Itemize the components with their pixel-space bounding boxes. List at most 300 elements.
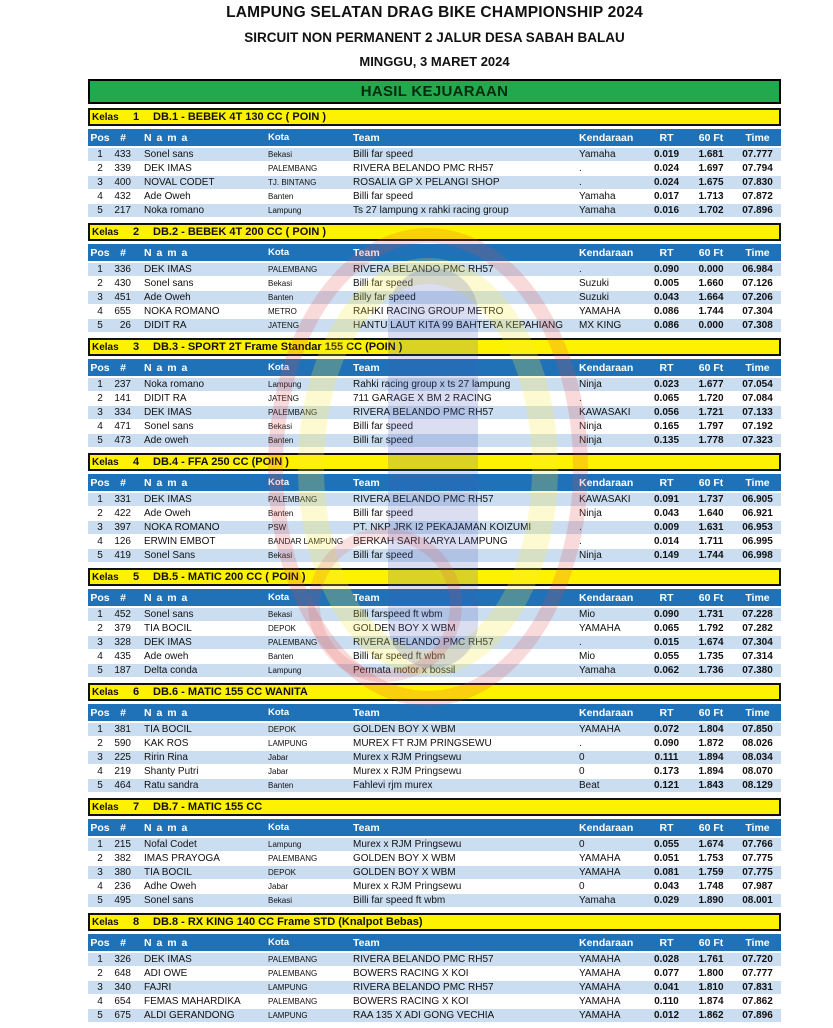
pos-cell: 2 — [97, 278, 103, 289]
team-cell: Murex x RJM Pringsewu — [353, 839, 462, 850]
column-header-sixty-ft: 60 Ft — [698, 361, 724, 374]
class-header-bar — [88, 453, 781, 471]
pos-cell: 3 — [97, 637, 103, 648]
number-cell: 236 — [114, 881, 131, 892]
rt-cell: 0.017 — [653, 191, 680, 202]
sixty-ft-cell: 1.843 — [698, 780, 724, 791]
time-cell: 07.304 — [742, 637, 773, 648]
sixty-ft-cell: 1.674 — [698, 839, 724, 850]
number-cell: 430 — [114, 278, 131, 289]
number-cell: 334 — [114, 407, 131, 418]
number-cell: 495 — [114, 895, 131, 906]
team-cell: Billi far speed — [353, 550, 414, 561]
vehicle-cell: YAMAHA — [579, 954, 621, 965]
column-header-number: # — [120, 476, 126, 489]
city-cell: METRO — [268, 307, 297, 316]
class-title: DB.5 - MATIC 200 CC ( POIN ) — [153, 571, 306, 583]
team-cell: MUREX FT RJM PRINGSEWU — [353, 738, 492, 749]
name-cell: Sonel sans — [144, 278, 194, 289]
time-cell: 06.905 — [742, 494, 773, 505]
time-cell: 06.984 — [742, 264, 773, 275]
name-cell: TIA BOCIL — [144, 867, 192, 878]
rt-cell: 0.043 — [653, 292, 680, 303]
time-cell: 07.228 — [742, 609, 773, 620]
time-cell: 07.304 — [742, 306, 773, 317]
pos-cell: 3 — [97, 522, 103, 533]
column-header-city: Kota — [268, 362, 290, 373]
column-header-rt: RT — [659, 706, 674, 719]
table-row — [88, 305, 781, 319]
rt-cell: 0.041 — [653, 982, 680, 993]
team-cell: PT. NKP JRK I2 PEKAJAMAN KOIZUMI — [353, 522, 532, 533]
city-cell: PALEMBANG — [268, 265, 318, 274]
city-cell: Lampung — [268, 380, 302, 389]
column-header-name: N a m a — [144, 246, 189, 259]
city-cell: Bekasi — [268, 551, 293, 560]
table-body — [88, 148, 781, 218]
class-title: DB.6 - MATIC 155 CC WANITA — [153, 686, 308, 698]
sixty-ft-cell: 1.894 — [698, 752, 724, 763]
city-cell: DEPOK — [268, 725, 297, 734]
column-header-sixty-ft: 60 Ft — [698, 936, 724, 949]
table-body — [88, 953, 781, 1023]
kelas-number: 3 — [132, 341, 140, 353]
city-cell: PSW — [268, 523, 287, 532]
sixty-ft-cell: 0.000 — [698, 320, 724, 331]
rt-cell: 0.028 — [653, 954, 680, 965]
team-cell: GOLDEN BOY X WBM — [353, 724, 456, 735]
table-row — [88, 779, 781, 793]
kelas-label: Kelas — [92, 456, 119, 468]
name-cell: IMAS PRAYOGA — [144, 853, 220, 864]
time-cell: 07.794 — [742, 163, 773, 174]
pos-cell: 4 — [97, 421, 103, 432]
name-cell: DIDIT RA — [144, 320, 187, 331]
class-header-bar — [88, 798, 781, 816]
vehicle-cell: Ninja — [579, 379, 602, 390]
city-cell: Jabar — [268, 767, 289, 776]
vehicle-cell: YAMAHA — [579, 724, 621, 735]
pos-cell: 2 — [97, 853, 103, 864]
name-cell: Ririn Rina — [144, 752, 188, 763]
column-header-team: Team — [353, 476, 380, 489]
name-cell: DIDIT RA — [144, 393, 187, 404]
team-cell: Murex x RJM Pringsewu — [353, 766, 462, 777]
column-header-time: Time — [745, 476, 770, 489]
class-section — [88, 338, 781, 448]
page-title: LAMPUNG SELATAN DRAG BIKE CHAMPIONSHIP 2024 — [226, 4, 643, 21]
name-cell: Ratu sandra — [144, 780, 199, 791]
class-section — [88, 108, 781, 218]
pos-cell: 5 — [97, 1010, 103, 1021]
pos-cell: 4 — [97, 536, 103, 547]
team-cell: 711 GARAGE X BM 2 RACING — [353, 393, 492, 404]
team-cell: RIVERA BELANDO PMC RH57 — [353, 982, 494, 993]
city-cell: PALEMBANG — [268, 164, 318, 173]
table-row — [88, 406, 781, 420]
time-cell: 07.126 — [742, 278, 773, 289]
sixty-ft-cell: 1.702 — [698, 205, 724, 216]
city-cell: PALEMBANG — [268, 997, 318, 1006]
city-cell: DEPOK — [268, 624, 297, 633]
column-header-name: N a m a — [144, 476, 189, 489]
table-header-row — [88, 934, 781, 951]
vehicle-cell: . — [579, 637, 582, 648]
sixty-ft-cell: 1.810 — [698, 982, 724, 993]
sixty-ft-cell: 1.660 — [698, 278, 724, 289]
pos-cell: 4 — [97, 881, 103, 892]
kelas-number: 7 — [132, 801, 140, 813]
rt-cell: 0.110 — [654, 996, 679, 1007]
column-header-pos: Pos — [90, 476, 110, 489]
vehicle-cell: . — [579, 393, 582, 404]
table-row — [88, 521, 781, 535]
team-cell: GOLDEN BOY X WBM — [353, 623, 456, 634]
sixty-ft-cell: 1.759 — [698, 867, 724, 878]
class-sections-container — [88, 108, 781, 1028]
sixty-ft-cell: 1.735 — [698, 651, 724, 662]
column-header-rt: RT — [659, 361, 674, 374]
name-cell: DEK IMAS — [144, 264, 192, 275]
team-cell: Billi far speed — [353, 421, 414, 432]
rt-cell: 0.121 — [653, 780, 680, 791]
number-cell: 452 — [114, 609, 131, 620]
column-header-number: # — [120, 821, 126, 834]
team-cell: RIVERA BELANDO PMC RH57 — [353, 264, 494, 275]
column-header-team: Team — [353, 131, 380, 144]
sixty-ft-cell: 1.894 — [698, 766, 724, 777]
vehicle-cell: Beat — [579, 780, 600, 791]
team-cell: BOWERS RACING X KOI — [353, 968, 469, 979]
time-cell: 07.862 — [742, 996, 773, 1007]
column-header-pos: Pos — [90, 246, 110, 259]
vehicle-cell: Yamaha — [579, 665, 616, 676]
vehicle-cell: Suzuki — [579, 292, 610, 303]
table-row — [88, 291, 781, 305]
name-cell: FAJRI — [144, 982, 172, 993]
city-cell: Banten — [268, 436, 294, 445]
column-header-vehicle: Kendaraan — [579, 706, 634, 719]
sixty-ft-cell: 1.681 — [698, 149, 724, 160]
pos-cell: 4 — [97, 306, 103, 317]
pos-cell: 2 — [97, 393, 103, 404]
number-cell: 590 — [114, 738, 131, 749]
sixty-ft-cell: 1.778 — [698, 435, 724, 446]
vehicle-cell: YAMAHA — [579, 867, 621, 878]
name-cell: Nofal Codet — [144, 839, 197, 850]
vehicle-cell: YAMAHA — [579, 306, 621, 317]
team-cell: ROSALIA GP X PELANGI SHOP — [353, 177, 500, 188]
name-cell: Delta conda — [144, 665, 198, 676]
column-header-sixty-ft: 60 Ft — [698, 706, 724, 719]
team-cell: Billi far speed — [353, 149, 414, 160]
pos-cell: 5 — [97, 895, 103, 906]
column-header-city: Kota — [268, 477, 290, 488]
column-header-time: Time — [745, 936, 770, 949]
vehicle-cell: MX KING — [579, 320, 622, 331]
team-cell: HANTU LAUT KITA 99 BAHTERA KEPAHIANG — [353, 320, 564, 331]
pos-cell: 1 — [97, 724, 103, 735]
name-cell: Sonel Sans — [144, 550, 196, 561]
table-row — [88, 204, 781, 218]
column-header-time: Time — [745, 246, 770, 259]
kelas-number: 6 — [132, 686, 140, 698]
table-row — [88, 650, 781, 664]
pos-cell: 2 — [97, 623, 103, 634]
column-header-vehicle: Kendaraan — [579, 476, 634, 489]
column-header-rt: RT — [659, 246, 674, 259]
time-cell: 06.995 — [742, 536, 773, 547]
table-header-row — [88, 359, 781, 376]
rt-cell: 0.043 — [653, 881, 680, 892]
class-header-bar — [88, 338, 781, 356]
vehicle-cell: YAMAHA — [579, 623, 621, 634]
number-cell: 397 — [114, 522, 131, 533]
table-row — [88, 277, 781, 291]
sixty-ft-cell: 1.874 — [698, 996, 724, 1007]
class-header-bar — [88, 913, 781, 931]
rt-cell: 0.009 — [653, 522, 680, 533]
city-cell: Jabar — [268, 882, 289, 891]
table-row — [88, 622, 781, 636]
rt-cell: 0.023 — [653, 379, 680, 390]
class-title: DB.3 - SPORT 2T Frame Standar 155 CC (POIN ) — [153, 341, 403, 353]
city-cell: DEPOK — [268, 868, 297, 877]
number-cell: 382 — [114, 853, 131, 864]
rt-cell: 0.149 — [653, 550, 680, 561]
pos-cell: 5 — [97, 780, 103, 791]
column-header-vehicle: Kendaraan — [579, 936, 634, 949]
class-section — [88, 568, 781, 678]
rt-cell: 0.111 — [654, 752, 679, 763]
rt-cell: 0.065 — [653, 623, 680, 634]
city-cell: Banten — [268, 293, 294, 302]
kelas-label: Kelas — [92, 801, 119, 813]
vehicle-cell: KAWASAKI — [579, 494, 631, 505]
rt-cell: 0.090 — [653, 264, 680, 275]
pos-cell: 1 — [97, 954, 103, 965]
column-header-time: Time — [745, 706, 770, 719]
city-cell: Banten — [268, 652, 294, 661]
city-cell: Lampung — [268, 666, 302, 675]
vehicle-cell: . — [579, 536, 582, 547]
city-cell: PALEMBANG — [268, 955, 318, 964]
city-cell: PALEMBANG — [268, 854, 318, 863]
city-cell: PALEMBANG — [268, 495, 318, 504]
number-cell: 237 — [114, 379, 131, 390]
rt-cell: 0.005 — [653, 278, 680, 289]
table-row — [88, 953, 781, 967]
time-cell: 06.953 — [742, 522, 773, 533]
vehicle-cell: Yamaha — [579, 895, 616, 906]
sixty-ft-cell: 1.748 — [698, 881, 724, 892]
number-cell: 435 — [114, 651, 131, 662]
rt-cell: 0.062 — [653, 665, 680, 676]
name-cell: DEK IMAS — [144, 637, 192, 648]
table-row — [88, 148, 781, 162]
column-header-vehicle: Kendaraan — [579, 591, 634, 604]
sixty-ft-cell: 1.721 — [698, 407, 724, 418]
table-body — [88, 723, 781, 793]
table-row — [88, 838, 781, 852]
vehicle-cell: YAMAHA — [579, 968, 621, 979]
table-row — [88, 378, 781, 392]
name-cell: NOKA ROMANO — [144, 306, 220, 317]
time-cell: 07.831 — [742, 982, 773, 993]
column-header-name: N a m a — [144, 936, 189, 949]
vehicle-cell: . — [579, 163, 582, 174]
number-cell: 675 — [114, 1010, 131, 1021]
number-cell: 328 — [114, 637, 131, 648]
time-cell: 07.308 — [742, 320, 773, 331]
table-header-row — [88, 819, 781, 836]
team-cell: Murex x RJM Pringsewu — [353, 881, 462, 892]
table-body — [88, 838, 781, 908]
vehicle-cell: 0 — [579, 752, 585, 763]
column-header-name: N a m a — [144, 361, 189, 374]
number-cell: 340 — [114, 982, 131, 993]
time-cell: 07.192 — [742, 421, 773, 432]
number-cell: 225 — [114, 752, 131, 763]
name-cell: DEK IMAS — [144, 407, 192, 418]
column-header-city: Kota — [268, 247, 290, 258]
vehicle-cell: YAMAHA — [579, 853, 621, 864]
name-cell: NOVAL CODET — [144, 177, 215, 188]
column-header-rt: RT — [659, 131, 674, 144]
column-header-team: Team — [353, 821, 380, 834]
column-header-number: # — [120, 131, 126, 144]
column-header-vehicle: Kendaraan — [579, 821, 634, 834]
sixty-ft-cell: 1.890 — [698, 895, 724, 906]
time-cell: 06.998 — [742, 550, 773, 561]
table-body — [88, 493, 781, 563]
sixty-ft-cell: 1.792 — [698, 623, 724, 634]
time-cell: 08.034 — [742, 752, 773, 763]
time-cell: 08.129 — [742, 780, 773, 791]
time-cell: 07.380 — [742, 665, 773, 676]
column-header-rt: RT — [659, 591, 674, 604]
name-cell: TIA BOCIL — [144, 724, 192, 735]
column-header-number: # — [120, 246, 126, 259]
table-row — [88, 894, 781, 908]
time-cell: 07.084 — [742, 393, 773, 404]
sixty-ft-cell: 1.640 — [698, 508, 724, 519]
number-cell: 464 — [114, 780, 131, 791]
name-cell: ERWIN EMBOT — [144, 536, 216, 547]
city-cell: Jabar — [268, 753, 289, 762]
pos-cell: 3 — [97, 867, 103, 878]
team-cell: Billi far speed ft wbm — [353, 895, 446, 906]
table-row — [88, 664, 781, 678]
table-header-row — [88, 589, 781, 606]
column-header-name: N a m a — [144, 706, 189, 719]
number-cell: 26 — [119, 320, 131, 331]
column-header-city: Kota — [268, 707, 290, 718]
column-header-sixty-ft: 60 Ft — [698, 821, 724, 834]
number-cell: 432 — [114, 191, 131, 202]
column-header-time: Time — [745, 361, 770, 374]
rt-cell: 0.029 — [653, 895, 680, 906]
name-cell: Noka romano — [144, 205, 205, 216]
name-cell: Ade Oweh — [144, 292, 191, 303]
pos-cell: 1 — [97, 264, 103, 275]
vehicle-cell: Yamaha — [579, 205, 616, 216]
city-cell: Bekasi — [268, 279, 293, 288]
time-cell: 06.921 — [742, 508, 773, 519]
pos-cell: 5 — [97, 435, 103, 446]
city-cell: BANDAR LAMPUNG — [268, 537, 344, 546]
table-row — [88, 723, 781, 737]
city-cell: PALEMBANG — [268, 969, 318, 978]
number-cell: 654 — [114, 996, 131, 1007]
pos-cell: 3 — [97, 752, 103, 763]
column-header-team: Team — [353, 706, 380, 719]
team-cell: RAHKI RACING GROUP METRO — [353, 306, 504, 317]
city-cell: Banten — [268, 781, 294, 790]
rt-cell: 0.081 — [653, 867, 680, 878]
table-row — [88, 263, 781, 277]
team-cell: RIVERA BELANDO PMC RH57 — [353, 954, 494, 965]
column-header-rt: RT — [659, 476, 674, 489]
number-cell: 339 — [114, 163, 131, 174]
class-section — [88, 798, 781, 908]
column-header-sixty-ft: 60 Ft — [698, 591, 724, 604]
rt-cell: 0.173 — [653, 766, 680, 777]
table-row — [88, 535, 781, 549]
column-header-city: Kota — [268, 937, 290, 948]
pos-cell: 2 — [97, 508, 103, 519]
sixty-ft-cell: 1.744 — [698, 306, 724, 317]
number-cell: 379 — [114, 623, 131, 634]
kelas-label: Kelas — [92, 226, 119, 238]
kelas-label: Kelas — [92, 111, 119, 123]
column-header-team: Team — [353, 936, 380, 949]
event-date: MINGGU, 3 MARET 2024 — [359, 54, 510, 69]
team-cell: GOLDEN BOY X WBM — [353, 867, 456, 878]
class-section — [88, 223, 781, 333]
team-cell: RIVERA BELANDO PMC RH57 — [353, 637, 494, 648]
pos-cell: 4 — [97, 191, 103, 202]
column-header-city: Kota — [268, 822, 290, 833]
column-header-team: Team — [353, 246, 380, 259]
kelas-label: Kelas — [92, 916, 119, 928]
table-body — [88, 263, 781, 333]
pos-cell: 4 — [97, 766, 103, 777]
class-section — [88, 453, 781, 563]
name-cell: FEMAS MAHARDIKA — [144, 996, 241, 1007]
column-header-vehicle: Kendaraan — [579, 361, 634, 374]
column-header-time: Time — [745, 131, 770, 144]
sixty-ft-cell: 0.000 — [698, 264, 724, 275]
sixty-ft-cell: 1.862 — [698, 1010, 724, 1021]
vehicle-cell: Ninja — [579, 550, 602, 561]
table-row — [88, 765, 781, 779]
team-cell: Permata motor x bossil — [353, 665, 456, 676]
pos-cell: 5 — [97, 550, 103, 561]
table-row — [88, 493, 781, 507]
name-cell: NOKA ROMANO — [144, 522, 220, 533]
team-cell: BOWERS RACING X KOI — [353, 996, 469, 1007]
column-header-pos: Pos — [90, 361, 110, 374]
city-cell: LAMPUNG — [268, 983, 308, 992]
sixty-ft-cell: 1.872 — [698, 738, 724, 749]
time-cell: 07.775 — [742, 853, 773, 864]
sixty-ft-cell: 1.664 — [698, 292, 724, 303]
column-header-name: N a m a — [144, 821, 189, 834]
class-header-bar — [88, 568, 781, 586]
time-cell: 07.987 — [742, 881, 773, 892]
name-cell: KAK ROS — [144, 738, 189, 749]
